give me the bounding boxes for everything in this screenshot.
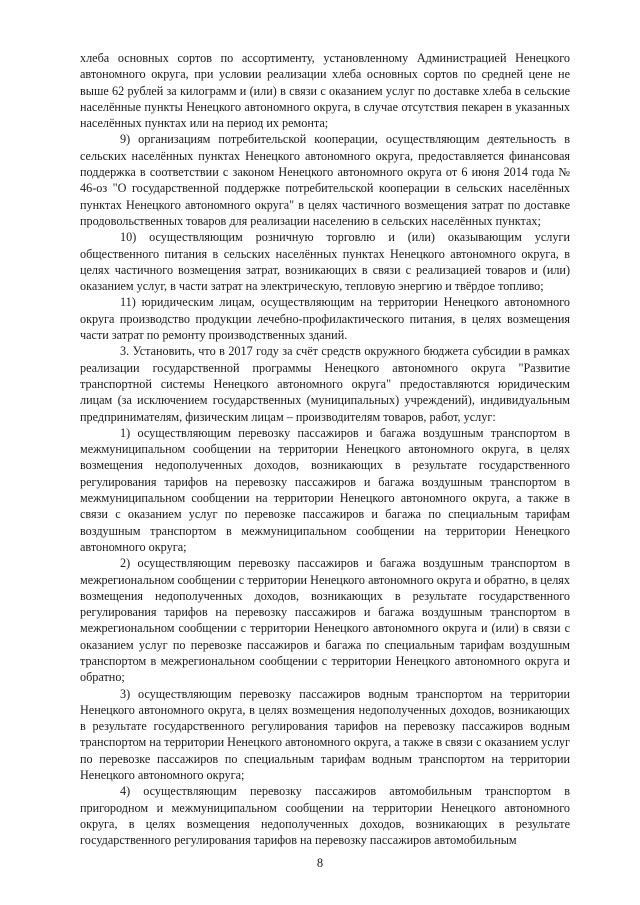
paragraph-item-11: 11) юридическим лицам, осуществляющим на территории Ненецкого автономного округа производство продукции лечебно-профилактического питания, в целях возмещения части затрат по ремонту производственных зданий.: [80, 295, 570, 343]
paragraph-item-9: 9) организациям потребительской кооперации, осуществляющим деятельность в сельских населённых пунктах Ненецкого автономного округа, предоставляется финансовая поддержка в соответствии с законом Ненецкого автономного округа от 6 июня 2014 года № 46-оз "О государственной поддержке потребительской кооперации в сельских населённых пунктах Ненецкого автономного округа" в целях частичного возмещения затрат по доставке продовольственных товаров для реализации населению в сельских населённых пунктах;: [80, 132, 570, 228]
paragraph-bread-continuation: хлеба основных сортов по ассортименту, установленному Администрацией Ненецкого автономного округа, при условии реализации хлеба основных сортов по средней цене не выше 62 рублей за килограмм и (или) в связи с оказанием услуг по доставке хлеба в сельские населённые пункты Ненецкого автономного округа, в случае отсутствия пекарен в указанных населённых пунктах или на период их ремонта;: [80, 51, 570, 131]
paragraph-transport-item-3: 3) осуществляющим перевозку пассажиров водным транспортом на территории Ненецкого автономного округа, в целях возмещения недополученных доходов, возникающих в результате государственного регулирования тарифов на перевозку пассажиров водным транспортом на территории Ненецкого автономного округа, а также в связи с оказанием услуг по перевозке пассажиров по специальным тарифам водным транспортом на территории Ненецкого автономного округа;: [80, 686, 570, 783]
paragraph-section-3: 3. Установить, что в 2017 году за счёт средств окружного бюджета субсидии в рамках реализации государственной программы Ненецкого автономного округа "Развитие транспортной системы Ненецкого автономного округа" предоставляются юридическим лицам (за исключением государственных (муниципальных) учреждений), индивидуальным предпринимателям, физическим лицам – производителям товаров, работ, услуг:: [80, 344, 570, 424]
paragraph-transport-item-1: 1) осуществляющим перевозку пассажиров и багажа воздушным транспортом в межмуниципальном сообщении на территории Ненецкого автономного округа, в целях возмещения недополученных доходов, возникающих в результате государственного регулирования тарифов на перевозку пассажиров и багажа воздушным транспортом в межмуниципальном сообщении на территории Ненецкого автономного округа, а также в связи с оказанием услуг по перевозке пассажиров и багажа по специальным тарифам воздушным транспортом в межмуниципальном сообщении на территории Ненецкого автономного округа;: [80, 425, 570, 554]
paragraph-transport-item-2: 2) осуществляющим перевозку пассажиров и багажа воздушным транспортом в межрегиональном сообщении с территории Ненецкого автономного округа и обратно, в целях возмещения недополученных доходов, возникающих в результате государственного регулирования тарифов на перевозку пассажиров и багажа воздушным транспортом в межрегиональном сообщении с территории Ненецкого автономного округа и (или) в связи с оказанием услуг по перевозке пассажиров и багажа по специальным тарифам воздушным транспортом в межрегиональном сообщении с территории Ненецкого автономного округа и обратно;: [80, 556, 570, 685]
page-number: 8: [316, 856, 324, 870]
document-body: [80, 50, 570, 849]
paragraph-transport-item-4: 4) осуществляющим перевозку пассажиров автомобильным транспортом в пригородном и межмуниципальном сообщении на территории Ненецкого автономного округа, в целях возмещения недополученных доходов, возникающих в результате государственного регулирования тарифов на перевозку пассажиров автомобильным: [80, 784, 570, 848]
paragraph-item-10: 10) осуществляющим розничную торговлю и (или) оказывающим услуги общественного питания в сельских населённых пунктах Ненецкого автономного округа, в целях частичного возмещения затрат, возникающих в связи с реализацией товаров и (или) оказанием услуг, в части затрат на электрическую, тепловую энергию и твёрдое топливо;: [80, 230, 570, 294]
